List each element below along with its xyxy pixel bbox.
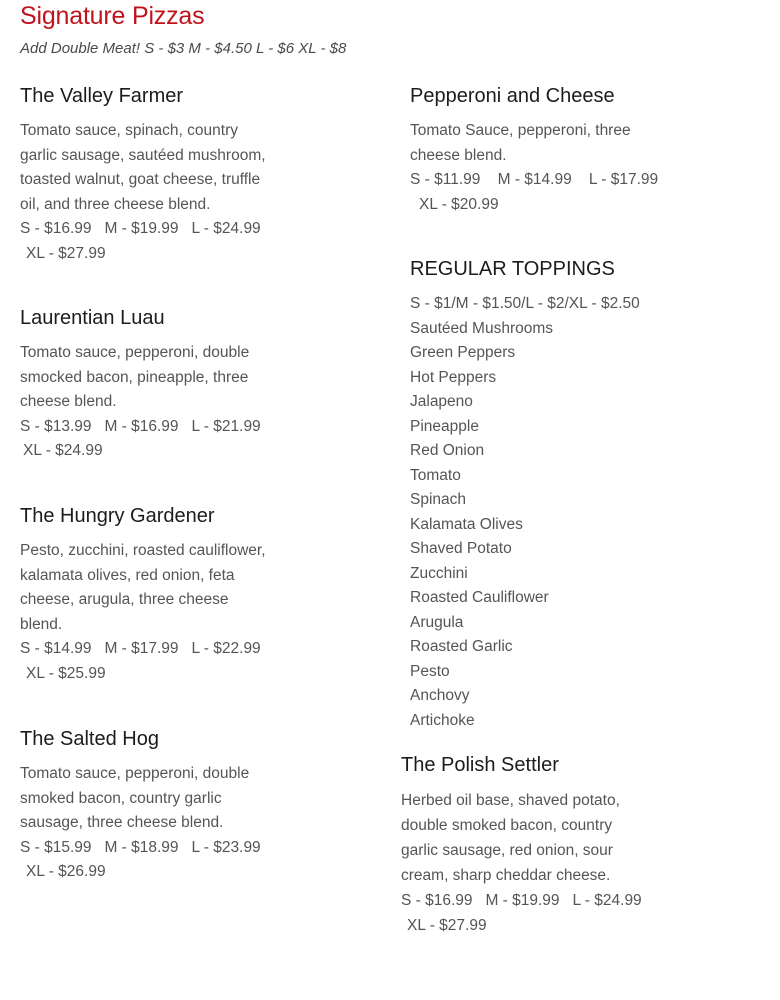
description-line: sausage, three cheese blend. (20, 814, 224, 831)
topping-item: Spinach (410, 491, 467, 508)
description-line: cheese, arugula, three cheese (20, 591, 229, 608)
pizza-description (20, 341, 261, 415)
description-line: smocked bacon, pineapple, three (20, 368, 249, 386)
description-line: smoked bacon, country garlic (20, 789, 222, 807)
pizza-salted-hog (20, 726, 261, 885)
toppings-heading: REGULAR TOPPINGS (410, 258, 615, 280)
pizza-description (20, 539, 266, 637)
description-line: Tomato Sauce, pepperoni, three (410, 122, 631, 139)
topping-item: Kalamata Olives (410, 515, 523, 533)
description-line: oil, and three cheese blend. (20, 195, 211, 213)
description-line: double smoked bacon, country (401, 817, 613, 834)
pizza-laurentian-luau (20, 305, 261, 464)
topping-item: Roasted Cauliflower (410, 589, 549, 606)
page-title: Signature Pizzas (20, 2, 205, 30)
description-line: toasted walnut, goat cheese, truffle (20, 171, 261, 188)
pizza-name: The Polish Settler (401, 754, 559, 776)
description-line: blend. (20, 615, 63, 633)
price-xl: XL - $27.99 (26, 244, 106, 262)
toppings-list (410, 292, 640, 733)
pizza-name: The Valley Farmer (20, 85, 184, 107)
price-list: S - $11.99 M - $14.99 L - $17.99 (410, 171, 659, 188)
pizza-hungry-gardener (20, 503, 266, 686)
topping-item: Red Onion (410, 442, 485, 459)
topping-item: Shaved Potato (410, 540, 512, 557)
topping-item: Tomato (410, 466, 461, 484)
pizza-description (20, 119, 266, 217)
price-list: S - $16.99 M - $19.99 L - $24.99 (401, 892, 642, 909)
pizza-pepperoni-cheese (410, 83, 658, 217)
description-line: Pesto, zucchini, roasted cauliflower, (20, 542, 266, 559)
topping-item: Arugula (410, 613, 464, 631)
price-list: S - $13.99 M - $16.99 L - $21.99 (20, 417, 261, 435)
double-meat-subtitle: Add Double Meat! S - $3 M - $4.50 L - $6 XL - $8 (20, 40, 347, 57)
pizza-name: The Salted Hog (20, 728, 159, 750)
topping-item: Anchovy (410, 687, 470, 704)
price-xl: XL - $27.99 (407, 917, 487, 934)
topping-item: Sautéed Mushrooms (410, 319, 554, 337)
price-xl: XL - $20.99 (419, 195, 499, 213)
pizza-description (410, 119, 658, 168)
topping-item: Artichoke (410, 711, 475, 729)
price-list: S - $16.99 M - $19.99 L - $24.99 (20, 220, 261, 237)
price-list: S - $15.99 M - $18.99 L - $23.99 (20, 838, 261, 856)
pizza-name: Pepperoni and Cheese (410, 85, 615, 107)
topping-item: Pineapple (410, 417, 479, 435)
topping-item: Hot Peppers (410, 368, 497, 386)
description-line: Tomato sauce, pepperoni, double (20, 765, 250, 782)
topping-item: Roasted Garlic (410, 638, 513, 655)
pizza-name: Laurentian Luau (20, 307, 165, 329)
description-line: kalamata olives, red onion, feta (20, 566, 235, 584)
description-line: Herbed oil base, shaved potato, (401, 792, 620, 809)
description-line: cream, sharp cheddar cheese. (401, 867, 611, 884)
price-xl: XL - $24.99 (23, 442, 103, 459)
description-line: garlic sausage, red onion, sour (401, 842, 613, 859)
pizza-valley-farmer (20, 83, 266, 266)
topping-item: Jalapeno (410, 393, 473, 410)
description-line: cheese blend. (20, 393, 117, 410)
description-line: cheese blend. (410, 146, 507, 164)
topping-item: Pesto (410, 662, 450, 680)
pizza-name: The Hungry Gardener (20, 505, 215, 527)
price-xl: XL - $26.99 (26, 863, 106, 880)
description-line: Tomato sauce, spinach, country (20, 122, 238, 139)
pizza-description (20, 762, 261, 836)
topping-item: Green Peppers (410, 344, 516, 361)
pizza-polish-settler (401, 752, 642, 938)
price-list: S - $14.99 M - $17.99 L - $22.99 (20, 640, 261, 657)
pizza-description (401, 788, 642, 888)
regular-toppings-section (410, 256, 640, 733)
toppings-prices: S - $1/M - $1.50/L - $2/XL - $2.50 (410, 295, 640, 312)
description-line: Tomato sauce, pepperoni, double (20, 344, 250, 361)
topping-item: Zucchini (410, 564, 468, 582)
price-xl: XL - $25.99 (26, 664, 106, 682)
description-line: garlic sausage, sautéed mushroom, (20, 146, 266, 164)
